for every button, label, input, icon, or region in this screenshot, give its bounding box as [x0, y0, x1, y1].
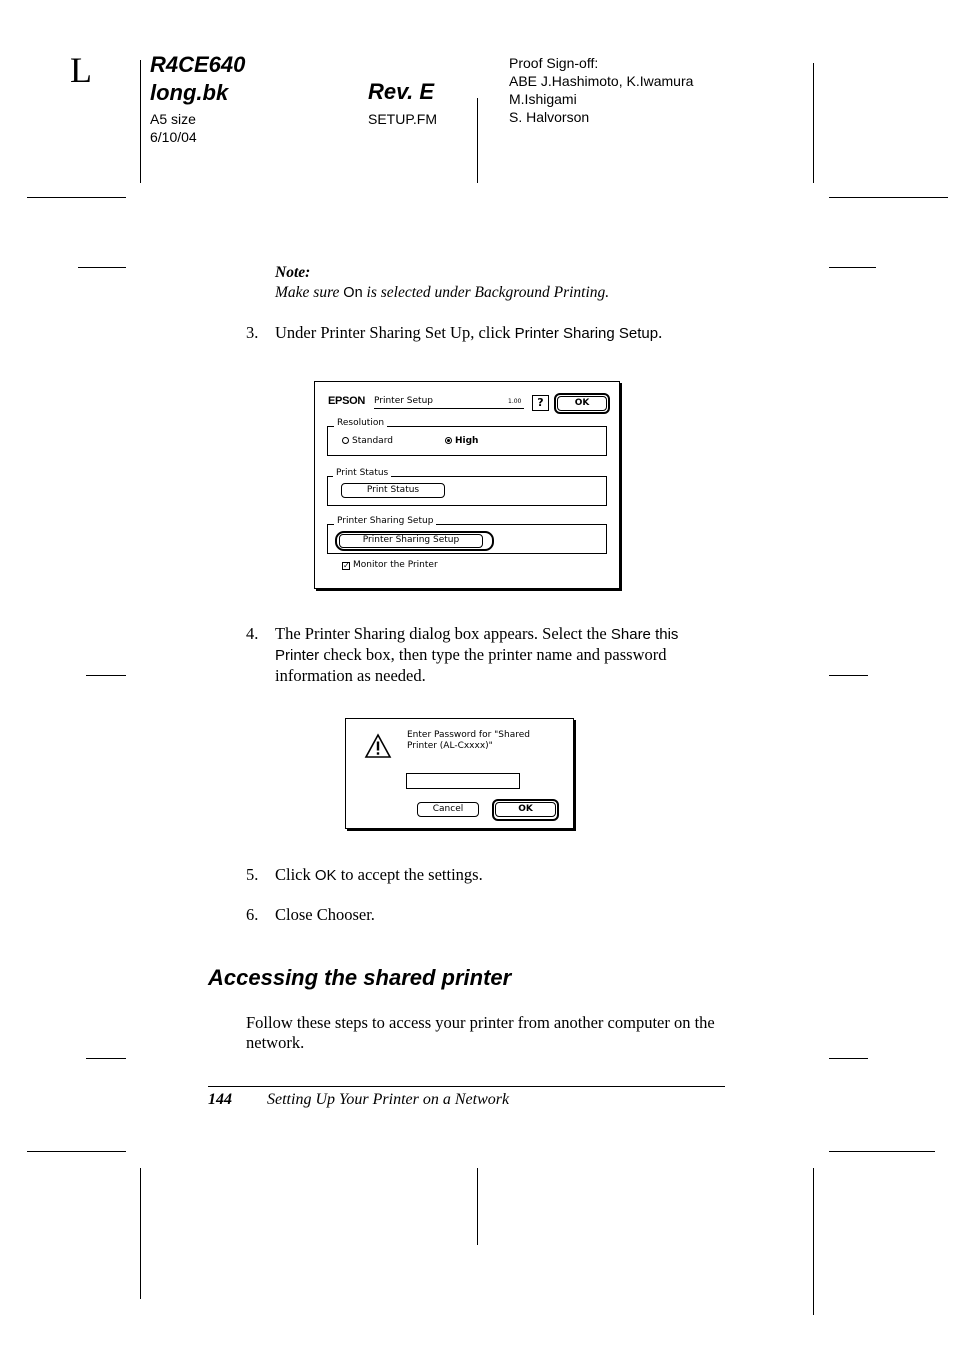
crop-mark	[86, 675, 126, 676]
password-dialog	[345, 718, 574, 829]
prompt-line: Printer (AL-Cxxxx)"	[407, 741, 493, 751]
footer-rule	[208, 1086, 725, 1087]
step-text-post: check box, then type the printer name and password information as needed.	[275, 645, 667, 685]
step-number: 4.	[246, 624, 259, 643]
note-label: Note:	[275, 264, 311, 281]
book-title-line2: long.bk	[150, 80, 229, 105]
ok-button[interactable]: OK	[495, 802, 556, 817]
step-number: 6.	[246, 905, 259, 924]
revision: Rev. E	[368, 79, 435, 104]
cancel-button[interactable]: Cancel	[417, 802, 479, 817]
standard-label: Standard	[352, 436, 393, 446]
resolution-label: Resolution	[334, 418, 387, 429]
file-name: SETUP.FM	[368, 111, 437, 127]
printer-sharing-setup-button[interactable]: Printer Sharing Setup	[339, 534, 483, 548]
crop-mark	[829, 1151, 935, 1152]
step-term: OK	[314, 867, 337, 884]
crop-mark	[86, 1058, 126, 1059]
ok-button[interactable]: OK	[557, 396, 607, 411]
crop-mark	[829, 267, 876, 268]
crop-mark	[829, 197, 948, 198]
step-term: Share this Printer	[275, 626, 679, 664]
proof-line: M.Ishigami	[509, 91, 577, 107]
crop-mark	[813, 63, 814, 183]
proof-label: Proof Sign-off:	[509, 55, 599, 71]
warning-triangle-icon	[364, 733, 392, 759]
dialog-title: Printer Setup	[374, 396, 433, 406]
high-radio[interactable]	[445, 436, 478, 447]
crop-mark	[829, 1058, 868, 1059]
checkbox-checked-icon: ✓	[343, 561, 350, 570]
epson-logo: EPSON	[328, 395, 366, 407]
print-status-label: Print Status	[333, 468, 391, 479]
step-5	[246, 865, 726, 886]
radio-icon	[342, 437, 349, 444]
step-text	[275, 624, 725, 686]
note-text-post: is selected under Background Printing.	[362, 284, 610, 301]
printer-setup-dialog	[314, 381, 620, 589]
prompt-line: Enter Password for "Shared	[407, 730, 530, 740]
section-heading: Accessing the shared printer	[208, 965, 512, 990]
proof-line: ABE J.Hashimoto, K.Iwamura	[509, 73, 694, 89]
password-input[interactable]	[406, 773, 520, 789]
page-side-letter: L	[70, 50, 92, 90]
step-text-pre: Under Printer Sharing Set Up, click	[275, 323, 515, 342]
page-size: A5 size	[150, 111, 196, 127]
step-text-post: to accept the settings.	[336, 865, 483, 884]
note-block	[275, 263, 735, 303]
proof-line: S. Halvorson	[509, 109, 590, 125]
crop-mark	[78, 267, 126, 268]
book-title-line1: R4CE640	[150, 52, 246, 77]
high-label: High	[455, 436, 479, 446]
crop-mark	[813, 1168, 814, 1315]
password-prompt	[407, 730, 530, 752]
monitor-printer-checkbox[interactable]	[342, 560, 438, 571]
help-button[interactable]: ?	[532, 395, 549, 411]
crop-mark	[829, 675, 868, 676]
step-number: 5.	[246, 865, 259, 884]
step-text-post: .	[658, 323, 663, 342]
step-number: 3.	[246, 323, 259, 342]
step-text	[275, 865, 726, 886]
step-text	[275, 323, 726, 344]
title-underline	[374, 408, 524, 409]
note-text	[275, 283, 735, 303]
step-term: Printer Sharing Setup	[514, 325, 659, 342]
page-number: 144	[208, 1091, 232, 1108]
crop-mark	[477, 1168, 478, 1245]
header-divider	[477, 98, 478, 183]
section-paragraph: Follow these steps to access your printer from another computer on the network.	[246, 1013, 715, 1052]
version-label: 1.00	[508, 398, 522, 405]
step-text-pre: Click	[275, 865, 315, 884]
print-status-button[interactable]: Print Status	[341, 483, 445, 498]
crop-mark	[140, 1168, 141, 1299]
step-text: Close Chooser.	[275, 905, 375, 924]
proof-signoff	[509, 54, 693, 126]
standard-radio[interactable]	[342, 436, 393, 447]
note-term-on: On	[343, 285, 363, 301]
header-divider	[140, 60, 141, 183]
step-6	[246, 905, 726, 925]
header-size-date	[150, 110, 197, 146]
footer-chapter-title: Setting Up Your Printer on a Network	[267, 1091, 510, 1108]
book-title	[150, 51, 245, 107]
step-text-pre: The Printer Sharing dialog box appears. Select the	[275, 624, 611, 643]
crop-mark	[27, 1151, 126, 1152]
printer-sharing-label: Printer Sharing Setup	[334, 516, 436, 527]
monitor-printer-label: Monitor the Printer	[353, 560, 438, 570]
step-3	[246, 323, 726, 344]
print-date: 6/10/04	[150, 129, 197, 145]
step-4	[246, 624, 726, 686]
radio-selected-icon	[445, 437, 452, 444]
note-text-pre: Make sure	[275, 284, 344, 301]
crop-mark	[27, 197, 126, 198]
